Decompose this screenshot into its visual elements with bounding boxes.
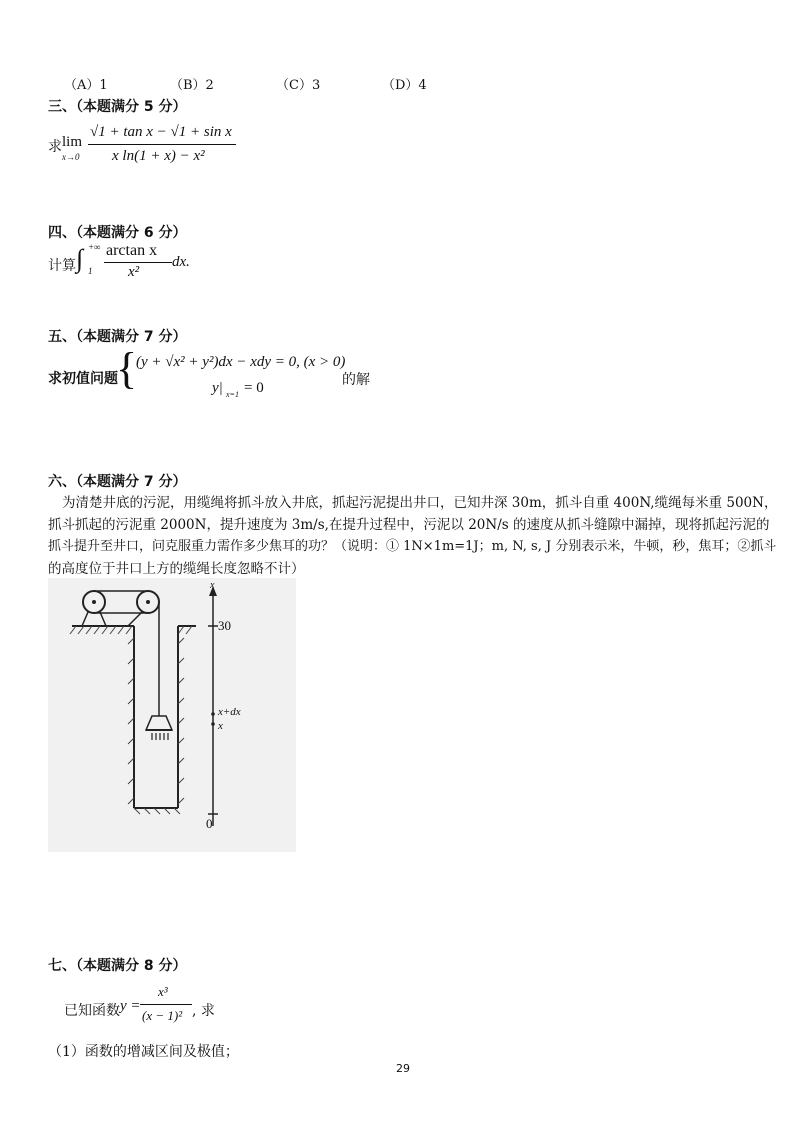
- section-3-lim-sub: x→0: [62, 152, 80, 162]
- section-7-denominator: (x − 1)²: [142, 1008, 183, 1023]
- figure-tick-0: 0: [206, 816, 213, 831]
- section-7-heading: 七、（本题满分 8 分）: [48, 958, 187, 974]
- option-d: （D）4: [382, 78, 427, 93]
- section-7-item-1: （1）函数的增减区间及极值；: [48, 1044, 239, 1060]
- section-4-prefix: 计算: [48, 258, 76, 274]
- section-5-equation-1: (y + √x² + y²)dx − xdy = 0, (x > 0): [136, 354, 346, 370]
- section-7-fraction-bar: [140, 1004, 192, 1005]
- figure-tick-xdx: x+dx: [218, 706, 241, 718]
- section-4-denominator: x²: [128, 264, 140, 280]
- section-4-upper-limit: +∞: [88, 242, 101, 252]
- section-5-equation-2: y|: [212, 380, 223, 396]
- section-4-numerator: arctan x: [106, 242, 158, 259]
- well-diagram: [48, 578, 296, 852]
- figure-tick-x: x: [218, 720, 223, 732]
- section-3-denominator: x ln(1 + x) − x²: [112, 148, 205, 164]
- section-7-prefix: 已知函数: [64, 1003, 120, 1019]
- section-6-line-1: 为清楚井底的污泥，用缆绳将抓斗放入井底，抓起污泥提出井口，已知井深 30m，抓斗自重 400N,缆绳每米重 500N，: [62, 495, 778, 511]
- page-number: 29: [396, 1062, 410, 1075]
- section-7-numerator: x³: [158, 984, 168, 999]
- section-3-heading: 三、（本题满分 5 分）: [48, 99, 187, 115]
- figure-tick-30: 30: [218, 618, 231, 633]
- section-5-equation-2-rhs: = 0: [244, 380, 264, 396]
- well-figure: [48, 578, 296, 852]
- option-a: （A）1: [64, 78, 108, 93]
- section-3-prefix: 求: [48, 139, 62, 155]
- option-b: （B）2: [170, 78, 214, 93]
- section-4-heading: 四、（本题满分 6 分）: [48, 225, 187, 241]
- section-7-lhs: y =: [120, 998, 141, 1014]
- section-5-brace: {: [116, 344, 138, 393]
- section-6-heading: 六、（本题满分 7 分）: [48, 474, 187, 490]
- section-5-heading: 五、（本题满分 7 分）: [48, 329, 187, 345]
- section-5-suffix: 的解: [342, 372, 370, 388]
- section-3-numerator: √1 + tan x − √1 + sin x: [90, 124, 232, 140]
- section-6-line-2: 抓斗抓起的污泥重 2000N，提升速度为 3m/s,在提升过程中，污泥以 20N/s 的速度从抓斗缝隙中漏掉，现将抓起污泥的: [48, 517, 770, 533]
- section-5-prefix: 求初值问题: [48, 371, 118, 387]
- section-3-fraction-bar: [88, 144, 236, 145]
- integral-sign: ∫: [76, 244, 84, 273]
- section-4-fraction-bar: [104, 262, 172, 263]
- section-4-lower-limit: 1: [88, 266, 93, 276]
- figure-axis-label: x: [210, 580, 215, 591]
- option-c: （C）3: [276, 78, 321, 93]
- section-7-suffix: , 求: [192, 1003, 215, 1019]
- section-3-lim: lim: [62, 134, 83, 150]
- section-6-line-4: 的高度位于井口上方的缆绳长度忽略不计）: [48, 561, 305, 577]
- section-6-line-3: 抓斗提升至井口，问克服重力需作多少焦耳的功？（说明：① 1N×1m=1J；m, N, s, J 分别表示米，牛顿，秒，焦耳；②抓斗: [48, 539, 777, 554]
- section-5-equation-2-sub: x=1: [226, 390, 239, 399]
- section-4-tail: dx.: [172, 254, 190, 270]
